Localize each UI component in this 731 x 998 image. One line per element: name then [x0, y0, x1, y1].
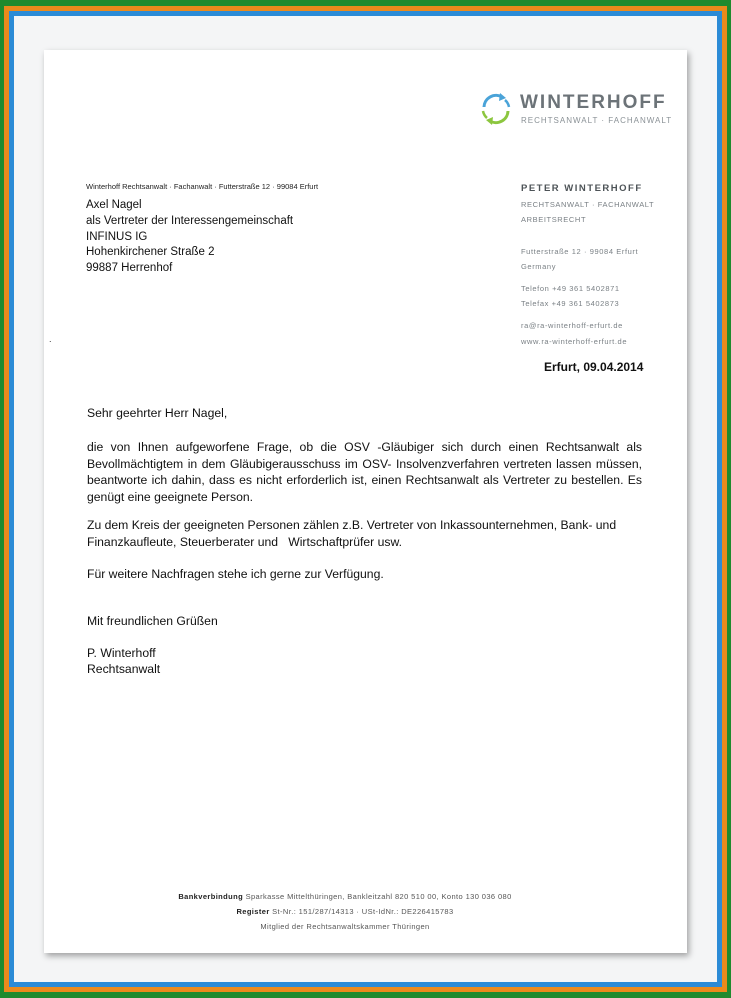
logo-wordmark: WINTERHOFF [520, 92, 667, 113]
footer-bank [160, 892, 530, 901]
sender-return-line: Winterhoff Rechtsanwalt · Fachanwalt · Futterstraße 12 · 99084 Erfurt [86, 182, 319, 191]
letter-date: Erfurt, 09.04.2014 [544, 360, 644, 374]
sidebar-phone: Telefon +49 361 5402871 [521, 284, 620, 293]
letter-greeting: Sehr geehrter Herr Nagel, [87, 406, 228, 420]
sidebar-lawyer-name: PETER WINTERHOFF [521, 183, 643, 194]
letter-paragraph: Für weitere Nachfragen stehe ich gerne zur Verfügung. [87, 567, 384, 581]
footer-bank-text: Sparkasse Mittelthüringen, Bankleitzahl 820 510 00, Konto 130 036 080 [245, 892, 512, 901]
logo-subtitle: RECHTSANWALT · FACHANWALT [521, 116, 673, 125]
letter-paragraph [87, 517, 642, 550]
recipient-line: als Vertreter der Interessengemeinschaft [86, 214, 294, 227]
sidebar-country: Germany [521, 262, 557, 271]
signature-title: Rechtsanwalt [87, 662, 161, 676]
recipient-line: INFINUS IG [86, 230, 148, 243]
sidebar-fax: Telefax +49 361 5402873 [521, 299, 620, 308]
sidebar-street: Futterstraße 12 · 99084 Erfurt [521, 247, 639, 256]
stray-mark: . [49, 334, 52, 344]
footer-bank-label: Bankverbindung [178, 892, 244, 901]
sidebar-specialty: ARBEITSRECHT [521, 215, 587, 224]
paragraph-line: Zu dem Kreis der geeigneten Personen zählen z.B. Vertreter von Inkassounternehmen, Bank- und [87, 518, 617, 532]
sidebar-title: RECHTSANWALT · FACHANWALT [521, 200, 655, 209]
footer-membership: Mitglied der Rechtsanwaltskammer Thüringen [260, 922, 430, 931]
signature-name: P. Winterhoff [87, 646, 156, 660]
footer-register-label: Register [236, 907, 270, 916]
recipient-line: Hohenkirchener Straße 2 [86, 246, 215, 259]
recipient-line: Axel Nagel [86, 199, 142, 211]
footer-register [160, 907, 530, 916]
footer-register-text: St-Nr.: 151/287/14313 · USt-IdNr.: DE226415783 [272, 907, 454, 916]
recipient-line: 99887 Herrenhof [86, 262, 173, 275]
recipient-address [86, 198, 293, 277]
sidebar-website: www.ra-winterhoff-erfurt.de [521, 337, 628, 346]
sidebar-email: ra@ra-winterhoff-erfurt.de [521, 321, 623, 330]
recycle-arrows-icon [478, 91, 514, 127]
letter-paragraph: die von Ihnen aufgeworfene Frage, ob die OSV -Gläubiger sich durch einen Rechtsanwalt als Bevollmächtigtem in dem Gläubigerausschuss im OSV- Insolvenzverfahren vertreten lassen müssen, beantworte ich dahin, dass es nicht erforderlich ist, einen Rechtsanwalt als Vertreter zu bestellen. Es genügt eine geeignete Person. [87, 440, 642, 504]
letter-closing: Mit freundlichen Grüßen [87, 614, 218, 628]
paragraph-line: Finanzkaufleute, Steuerberater und Wirtschaftprüfer usw. [87, 534, 402, 549]
